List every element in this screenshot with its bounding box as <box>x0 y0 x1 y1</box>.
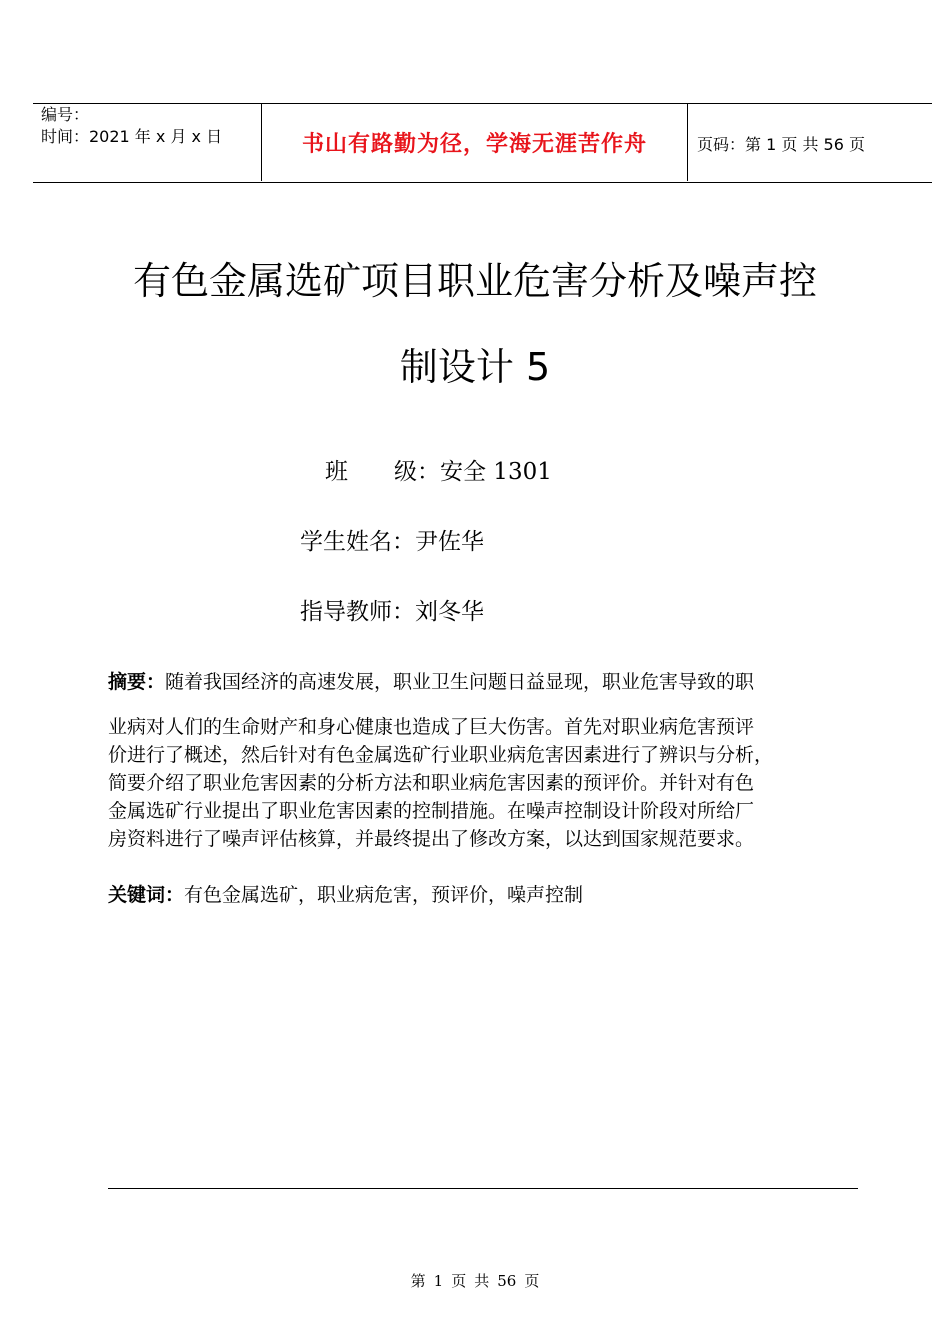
keywords-value: 有色金属选矿，职业病危害，预评价，噪声控制 <box>184 884 584 906</box>
class-label: 班 级： <box>325 459 440 485</box>
student-label: 学生姓名： <box>300 529 415 555</box>
footer-page-prefix: 第 <box>410 1272 426 1290</box>
abstract-line-6: 房资料进行了噪声评估核算，并最终提出了修改方案，以达到国家规范要求。 <box>108 828 755 850</box>
footer-page-number: 1 <box>433 1272 444 1290</box>
document-title-line1: 有色金属选矿项目职业危害分析及噪声控 <box>132 259 817 303</box>
abstract-line-5: 金属选矿行业提出了职业危害因素的控制措施。在噪声控制设计阶段对所给厂 <box>108 800 755 822</box>
teacher-label: 指导教师： <box>300 599 415 625</box>
footer-total-pages: 56 <box>497 1272 517 1290</box>
student-value: 尹佐华 <box>415 529 484 555</box>
student-row <box>300 523 484 556</box>
document-time: 时间：2021 年 x 月 x 日 <box>41 127 223 146</box>
abstract-line-2: 业病对人们的生命财产和身心健康也造成了巨大伤害。首先对职业病危害预评 <box>108 716 755 738</box>
footer-page-unit: 页 <box>451 1272 467 1290</box>
header-left-cell <box>41 104 261 148</box>
header-motto: 书山有路勤为径，学海无涯苦作舟 <box>261 103 688 181</box>
footer-total-unit: 页 <box>524 1272 540 1290</box>
keywords-row <box>108 880 868 907</box>
header-table <box>33 103 932 183</box>
page-footer <box>0 1270 950 1291</box>
class-row <box>325 453 552 486</box>
keywords-label: 关键词： <box>108 884 185 906</box>
abstract-line-4: 简要介绍了职业危害因素的分析方法和职业病危害因素的预评价。并针对有色 <box>108 772 755 794</box>
footer-rule <box>108 1188 858 1189</box>
teacher-row <box>300 593 484 626</box>
footer-total-prefix: 共 <box>474 1272 490 1290</box>
abstract-text-1: 随着我国经济的高速发展，职业卫生问题日益显现，职业危害导致的职 <box>165 671 755 693</box>
teacher-value: 刘冬华 <box>415 599 484 625</box>
class-value: 安全 1301 <box>440 459 552 485</box>
document-number-label: 编号： <box>41 105 90 124</box>
abstract-line-3: 价进行了概述，然后针对有色金属选矿行业职业病危害因素进行了辨识与分析， <box>108 744 774 766</box>
abstract-line-1 <box>108 667 868 694</box>
abstract-label: 摘要： <box>108 671 166 693</box>
header-page-info: 页码：第 1 页 共 56 页 <box>697 134 865 154</box>
document-title-line2: 制设计 5 <box>399 345 551 389</box>
